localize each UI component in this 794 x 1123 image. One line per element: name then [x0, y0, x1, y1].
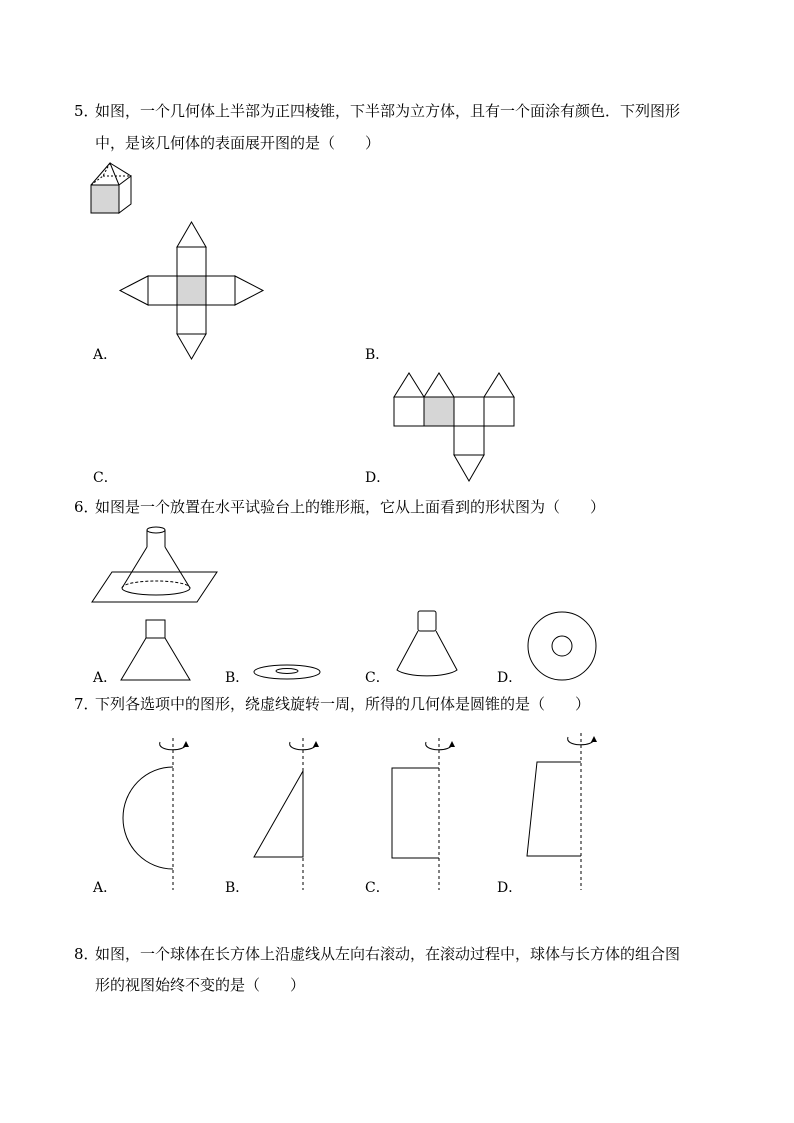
q6-option-d-label: D． [497, 670, 523, 686]
q7-text: 下列各选项中的图形，绕虚线旋转一周，所得的几何体是圆锥的是（ ） [95, 695, 591, 713]
q6-number: 6． [74, 498, 99, 516]
q6-option-b-label: B． [225, 670, 250, 686]
q8-text-line1: 如图，一个球体在长方体上沿虚线从左向右滚动，在滚动过程中，球体与长方体的组合图 [95, 945, 681, 963]
q5-text-line1: 如图，一个几何体上半部为正四棱锥，下半部为立方体，且有一个面涂有颜色．下列图形 [95, 102, 681, 120]
q7-option-b-label: B． [225, 880, 250, 896]
q7-option-a-label: A． [93, 880, 118, 896]
q6-text: 如图是一个放置在水平试验台上的锥形瓶，它从上面看到的形状图为（ ） [95, 498, 606, 516]
q5-text-line2: 中，是该几何体的表面展开图的是（ ） [95, 134, 381, 152]
q7-number: 7． [74, 695, 99, 713]
q6-option-c-label: C． [365, 670, 390, 686]
q6-option-a-label: A． [93, 670, 118, 686]
q5-option-d-label: D． [365, 470, 391, 486]
q7-option-d-label: D． [497, 880, 523, 896]
q5-option-b-label: B． [365, 347, 390, 363]
q5-option-a-label: A． [93, 347, 118, 363]
q8-number: 8． [74, 945, 99, 963]
q5-option-c-label: C． [93, 470, 118, 486]
q8-text-line2: 形的视图始终不变的是（ ） [95, 976, 306, 994]
q5-number: 5． [74, 102, 99, 120]
q7-option-c-label: C． [365, 880, 390, 896]
